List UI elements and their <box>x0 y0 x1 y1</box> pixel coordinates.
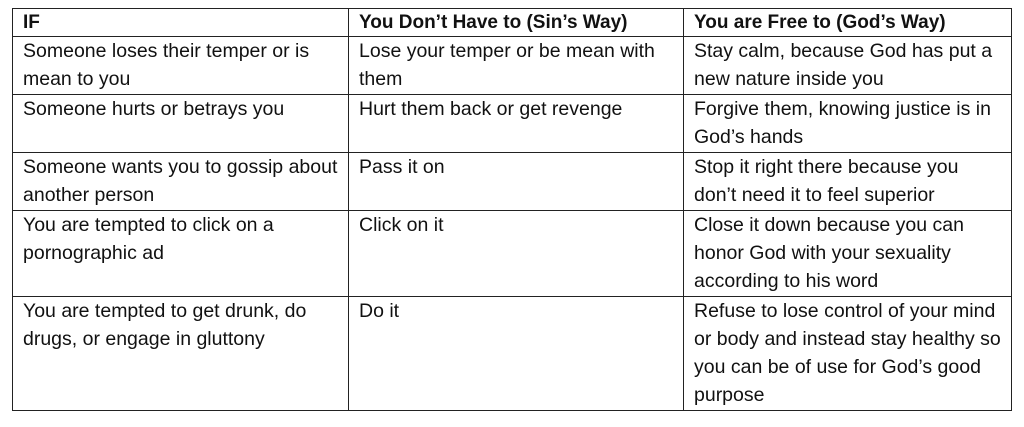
cell-god-way: Refuse to lose control of your mind or body and instead stay healthy so you can be of use for God’s good purpose <box>684 297 1012 411</box>
cell-if: You are tempted to get drunk, do drugs, or engage in gluttony <box>13 297 349 411</box>
cell-god-way: Close it down because you can honor God with your sexuality according to his word <box>684 211 1012 297</box>
cell-sin-way: Do it <box>349 297 684 411</box>
table-row <box>13 37 1012 95</box>
cell-if: Someone wants you to gossip about another person <box>13 153 349 211</box>
cell-if: You are tempted to click on a pornographic ad <box>13 211 349 297</box>
cell-if: Someone hurts or betrays you <box>13 95 349 153</box>
header-row <box>13 9 1012 37</box>
header-if: IF <box>13 9 349 37</box>
cell-sin-way: Hurt them back or get revenge <box>349 95 684 153</box>
table-row <box>13 153 1012 211</box>
header-sin-way: You Don’t Have to (Sin’s Way) <box>349 9 684 37</box>
cell-sin-way: Click on it <box>349 211 684 297</box>
table-row <box>13 211 1012 297</box>
cell-god-way: Stop it right there because you don’t need it to feel superior <box>684 153 1012 211</box>
cell-god-way: Forgive them, knowing justice is in God’s hands <box>684 95 1012 153</box>
cell-sin-way: Pass it on <box>349 153 684 211</box>
cell-if: Someone loses their temper or is mean to you <box>13 37 349 95</box>
comparison-table <box>12 8 1012 411</box>
cell-sin-way: Lose your temper or be mean with them <box>349 37 684 95</box>
table-row <box>13 95 1012 153</box>
cell-god-way: Stay calm, because God has put a new nature inside you <box>684 37 1012 95</box>
table-row <box>13 297 1012 411</box>
header-god-way: You are Free to (God’s Way) <box>684 9 1012 37</box>
